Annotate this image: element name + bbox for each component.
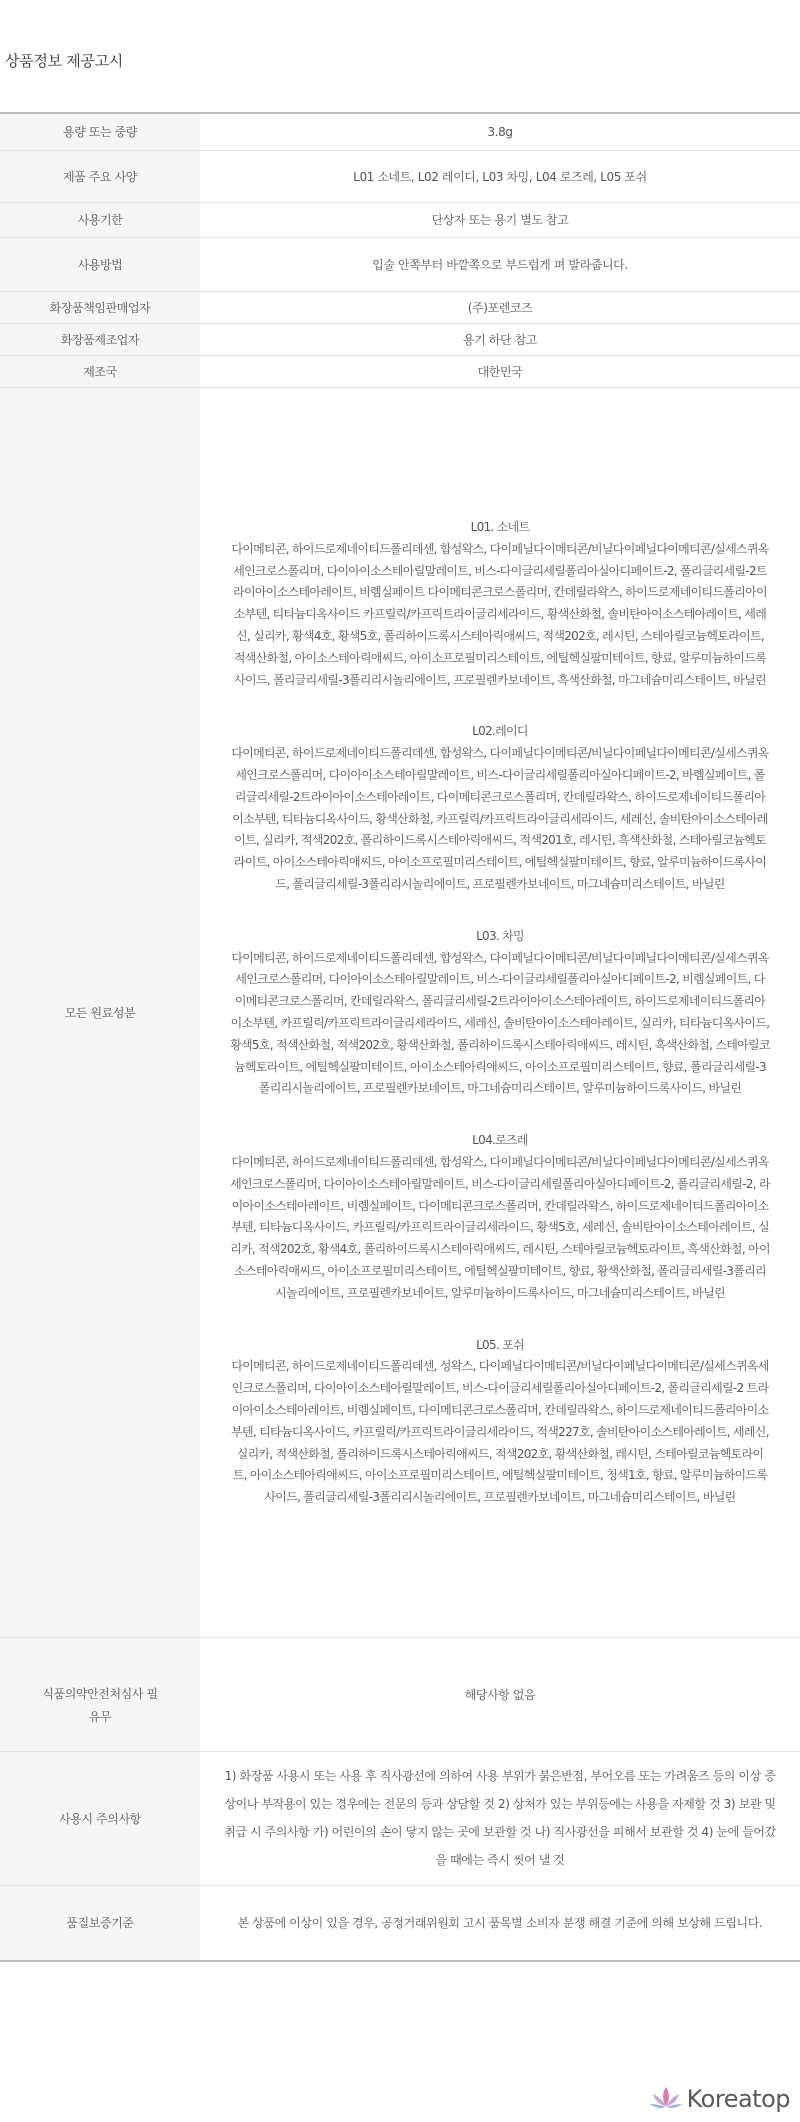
- table-row: [0, 1637, 800, 1751]
- row-value: L01 소네트, L02 레이디, L03 차밍, L04 로즈레, L05 포쉬: [200, 150, 800, 202]
- ingredient-block-l01: [230, 517, 770, 691]
- ingredient-list: 다이메티콘, 하이드로제네이티드폴리데센, 합성왁스, 다이페닐다이메티콘/비닐다이페닐다이메티콘/실세스퀴옥세인크로스폴리머, 다이아이소스테아릴말레이트, 비스-다이글리세릴폴리아실아디페이트-2, 폴리글리세릴-2트라이아이소스테아레이트, 비롐실페이트 다이메티콘크로스폴리머, 칸데릴라왁스, 하이드로제네이티드폴리아이소부텐, 티타늄디옥사이드 카프릴릭/카프릭트라이글리세라이드, 황색산화철, 솔비탄아이소스테아레이트, 세레신, 실리카, 황색4호, 황색5호, 폴리하이드록시스테아릭애씨드, 적색202호, 레시틴, 스테아릴코늄헥토라이트, 적색산화철, 아이소스테아릭애씨드, 아이소프로필미리스테이트, 에틸헥실팔미테이트, 향료, 알루미늄하이드록사이드, 폴리글리세릴-3폴리리시놀리에이트, 프로필렌카보네이트, 흑색산화철, 마그네슘미리스테이트, 바닐린: [231, 541, 769, 687]
- row-value: 용기 하단 참고: [200, 323, 800, 355]
- row-label: 제조국: [0, 355, 200, 387]
- ingredient-list: 다이메티콘, 하이드로제네이티드폴리데센, 합성왁스, 다이페닐다이메티콘/비닐다이페닐다이메티콘/실세스퀴옥세인크로스폴리머, 다이아이소스테아릴말레이트, 비스-다이글리세릴폴리아실아디페이트-2, 비롐실페이트, 다이메티콘크로스폴리머, 칸데릴라왁스, 폴리글리세릴-2트라이아이소스테아레이트, 하이드로제네이티드폴리아이소부텐, 카프릴릭/카프릭트라이글리세라이드, 세레신, 솔비탄아이소스테아레이트, 실리카, 티타늄디옥사이드, 황색5호, 적색산화철, 적색202호, 황색산화철, 폴리하이드록시스테아릭애씨드, 레시틴, 흑색산화철, 스테아릴코늄헥토라이트, 에틸헥실팔미테이트, 아이소스테아릭애씨드, 아이소프로필미리스테이트, 향료, 폴리글리세릴-3폴리리시놀리에이트, 프로필렌카보네이트, 마그네슘미리스테이트, 알루미늄하이드록사이드, 바닐린: [230, 950, 770, 1096]
- table-row: [0, 323, 800, 355]
- table-row: [0, 355, 800, 387]
- ingredient-block-l04: [230, 1130, 770, 1304]
- ingredient-title: L02.레이디: [472, 724, 528, 739]
- row-value: (주)포렌코즈: [200, 291, 800, 323]
- brand-logo: [649, 2084, 790, 2114]
- ingredient-title: L04.로즈레: [472, 1133, 528, 1148]
- row-label: 사용기한: [0, 202, 200, 237]
- table-row: [0, 1885, 800, 1961]
- precautions-label: 사용시 주의사항: [0, 1751, 200, 1885]
- ingredient-list: 다이메티콘, 하이드로제네이티드폴리데센, 성왁스, 다이페닐다이메티콘/비닐다이페닐다이메티콘/실세스퀴옥세인크로스폴리머, 다이아이소스테아릴말레이트, 비스-다이글리세릴폴리아실아디페이트-2, 폴리글리세릴-2 트라이아이소스테아레이트, 비롐실페이트, 다이메티콘크로스폴리머, 칸데릴라왁스, 하이드로제네이티드폴리아이소부텐, 티타늄디옥사이드, 카프릴릭/카프릭트라이글리세라이드, 적색227호, 솔비탄아이소스테아레이트, 세레신, 실리카, 적색산화철, 폴리하이드록시스테아릭애씨드, 적색202호, 황색산화철, 레시틴, 스테아릴코늄헥토라이트, 아이소스테아릭애씨드, 아이소프로필미리스테이트, 에틸헥실팔미테이트, 청색1호, 향료, 알루미늄하이드록사이드, 폴리글리세릴-3폴리리시놀리에이트, 프로필렌카보네이트, 마그네슘미리스테이트, 바닐린: [231, 1359, 769, 1505]
- table-row: [0, 113, 800, 150]
- row-label: 용량 또는 중량: [0, 113, 200, 150]
- ingredients-cell: [200, 387, 800, 1637]
- food-drug-review-value: 해당사항 없음: [200, 1637, 800, 1751]
- ingredient-title: L03. 차밍: [476, 928, 524, 943]
- ingredient-list: 다이메티콘, 하이드로제네이티드폴리데센, 합성왁스, 다이페닐다이메티콘/비닐다이페닐다이메티콘/실세스퀴옥세인크로스폴리머, 다이아이소스테아릴말레이트, 비스-다이글리세릴폴리아실아디페이트-2, 폴리글리세릴-2, 라이아이소스테아레이트, 비롐실페이트, 다이메티콘크로스폴리머, 칸데릴라왁스, 하이드로제네이티드폴리아이소부텐, 티타늄디옥사이드, 카프릴릭/카프릭트라이글리세라이드, 황색5호, 세레신, 솔비탄아이소스테아레이트, 실리카, 적색202호, 황색4호, 폴리하이드록시스테아릭애씨드, 레시틴, 스테아릴코늄헥토라이트, 흑색산화철, 아이소스테아릭애씨드, 아이소프로필미리스테이트, 에틸헥실팔미테이트, 향료, 황색산화철, 폴리글리세릴-3폴리리시놀리에이트, 프로필렌카보네이트, 알루미늄하이드록사이드, 마그네슘미리스테이트, 바닐린: [230, 1154, 770, 1300]
- row-value: 입술 안쪽부터 바깥쪽으로 부드럽게 펴 발라줍니다.: [200, 237, 800, 291]
- lotus-icon: [649, 2084, 683, 2114]
- row-label: 제품 주요 사양: [0, 150, 200, 202]
- ingredient-block-l02: [230, 721, 770, 895]
- row-value: 대한민국: [200, 355, 800, 387]
- quality-guarantee-label: 품질보증기준: [0, 1885, 200, 1961]
- table-row: [0, 202, 800, 237]
- table-row: [0, 150, 800, 202]
- row-label-food-drug-review: [0, 1637, 200, 1751]
- row-value: 단상자 또는 용기 별도 참고: [200, 202, 800, 237]
- row-label: 화장품책임판매업자: [0, 291, 200, 323]
- ingredient-block-l05: [230, 1335, 770, 1509]
- product-info-table: [0, 112, 800, 1962]
- brand-logo-text: Koreatop: [686, 2085, 790, 2113]
- quality-guarantee-value: 본 상품에 이상이 있을 경우, 공정거래위원회 고시 품목별 소비자 분쟁 해결 기준에 의해 보상해 드립니다.: [200, 1885, 800, 1961]
- ingredient-title: L05. 포쉬: [476, 1337, 524, 1352]
- ingredient-list: 다이메티콘, 하이드로제네이티드폴리데센, 합성왁스, 다이페닐다이메티콘/비닐다이페닐다이메티콘/실세스퀴옥세인크로스폴리머, 다이아이소스테아릴말레이트, 비스-다이글리세릴폴리아실아디페이트-2, 바롐실페이트, 폴리글리세릴-2트라이아이소스테아레이트, 다이메티콘크로스폴리머, 칸데릴라왁스, 하이드로제네이티드폴리아이소부텐, 티타늄디옥사이드, 황색산화철, 카프릴릭/카프릭트라이글리세라이드, 세레신, 솔비탄아이소스테아레이트, 실리카, 적색202호, 폴리하이드록시스테아릭애씨드, 적색201호, 레시틴, 흑색산화철, 스테아릴코늄헥토라이트, 아이소스테아릭애씨드, 아이소프로필미리스테이트, 에틸헥실팔미테이트, 향료, 알루미늄하이드록사이드, 폴리글리세릴-3폴리리시놀리에이트, 프로필렌카보네이트, 마그네슘미리스테이트, 바닐린: [231, 746, 769, 892]
- ingredients-label: 모든 원료성분: [0, 387, 200, 1637]
- row-label: 사용방법: [0, 237, 200, 291]
- food-drug-review-label: 식품의약안전처심사 필유무: [42, 1686, 158, 1724]
- row-label: 화장품제조업자: [0, 323, 200, 355]
- precautions-value: 1) 화장품 사용시 또는 사용 후 직사광선에 의하여 사용 부위가 붉은반점, 부어오름 또는 가려움즈 등의 이상 증상이나 부작용이 있는 경우에는 전문의 등과 상담할 것 2) 상처가 있는 부위등에는 사용을 자제할 것 3) 보관 및 취급 시 주의사항 가) 어린이의 손이 닿지 않는 곳에 보관할 것 나) 직사광선을 피해서 보관할 것 4) 눈에 들어갔을 때에는 즉시 씻어 낼 것: [200, 1751, 800, 1885]
- row-value: 3.8g: [200, 113, 800, 150]
- page-title: 상품정보 제공고시: [5, 52, 123, 70]
- ingredient-title: L01. 소네트: [470, 520, 530, 535]
- ingredient-block-l03: [230, 926, 770, 1100]
- table-row: [0, 1751, 800, 1885]
- ingredients-row: [0, 387, 800, 1637]
- table-row: [0, 237, 800, 291]
- table-row: [0, 291, 800, 323]
